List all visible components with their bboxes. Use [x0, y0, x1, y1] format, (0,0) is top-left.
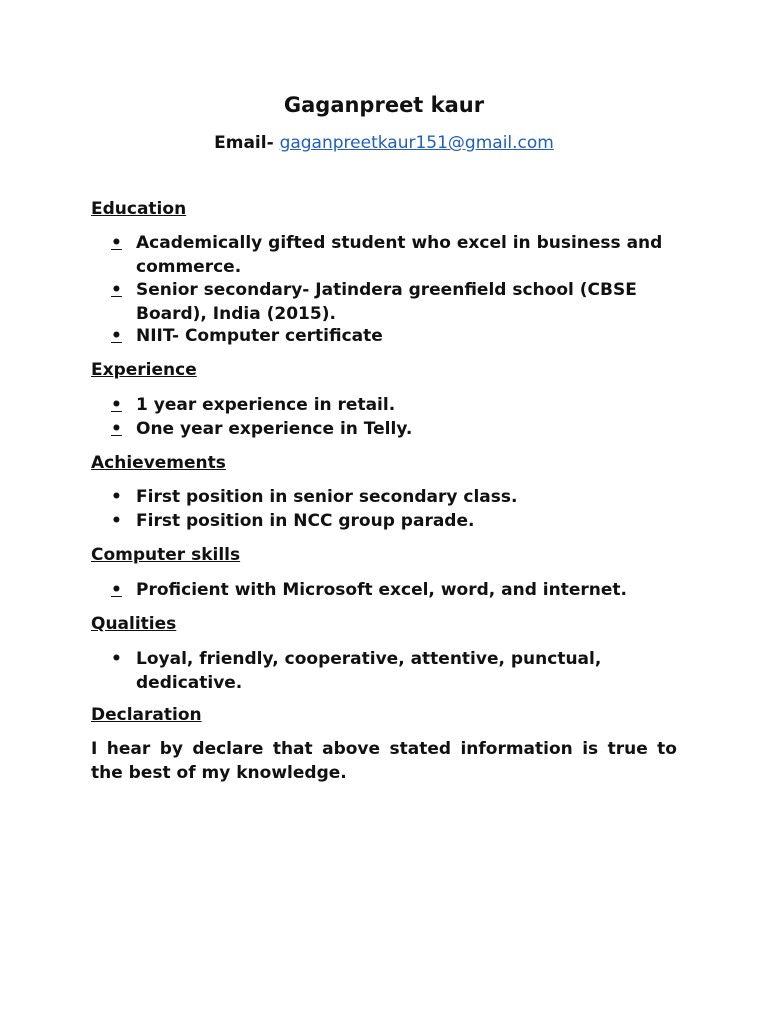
qualities-item-text: Loyal, friendly, cooperative, attentive, punctual, dedicative. [136, 649, 602, 693]
education-item-text: Academically gifted student who excel in business and commerce. [136, 233, 663, 277]
computer-skills-heading: Computer skills [91, 545, 241, 565]
experience-item [111, 394, 671, 418]
achievements-item [111, 510, 671, 534]
experience-heading: Experience [91, 360, 197, 380]
candidate-name: Gaganpreet kaur [283, 93, 485, 117]
bullet-icon: • [111, 419, 122, 439]
experience-item-text: 1 year experience in retail. [136, 395, 396, 415]
education-item-text: NIIT- Computer certificate [136, 326, 383, 346]
declaration-text: I hear by declare that above stated information is true to the best of my knowledge. [91, 739, 677, 783]
qualities-heading: Qualities [91, 614, 177, 634]
experience-item [111, 418, 671, 442]
achievements-item-text: First position in NCC group parade. [136, 511, 475, 531]
experience-item-text: One year experience in Telly. [136, 419, 413, 439]
bullet-icon: • [111, 511, 122, 531]
computer-skills-item [111, 579, 671, 603]
email-link[interactable]: gaganpreetkaur151@gmail.com [279, 133, 554, 153]
bullet-icon: • [111, 580, 122, 600]
qualities-item [111, 648, 631, 695]
achievements-item [111, 486, 671, 510]
education-item [111, 279, 671, 326]
declaration-heading: Declaration [91, 705, 202, 725]
achievements-item-text: First position in senior secondary class. [136, 487, 518, 507]
bullet-icon: • [111, 233, 122, 253]
education-item-text: Senior secondary- Jatindera greenfield school (CBSE Board), India (2015). [136, 280, 637, 324]
education-heading: Education [91, 199, 187, 219]
email-line [0, 132, 768, 154]
education-item [111, 325, 671, 349]
education-item [111, 232, 671, 279]
bullet-icon: • [111, 395, 122, 415]
bullet-icon: • [111, 649, 122, 669]
bullet-icon: • [111, 280, 122, 300]
email-label: Email- [214, 133, 280, 153]
bullet-icon: • [111, 326, 122, 346]
bullet-icon: • [111, 487, 122, 507]
achievements-heading: Achievements [91, 453, 226, 473]
computer-skills-item-text: Proficient with Microsoft excel, word, and internet. [136, 580, 627, 600]
